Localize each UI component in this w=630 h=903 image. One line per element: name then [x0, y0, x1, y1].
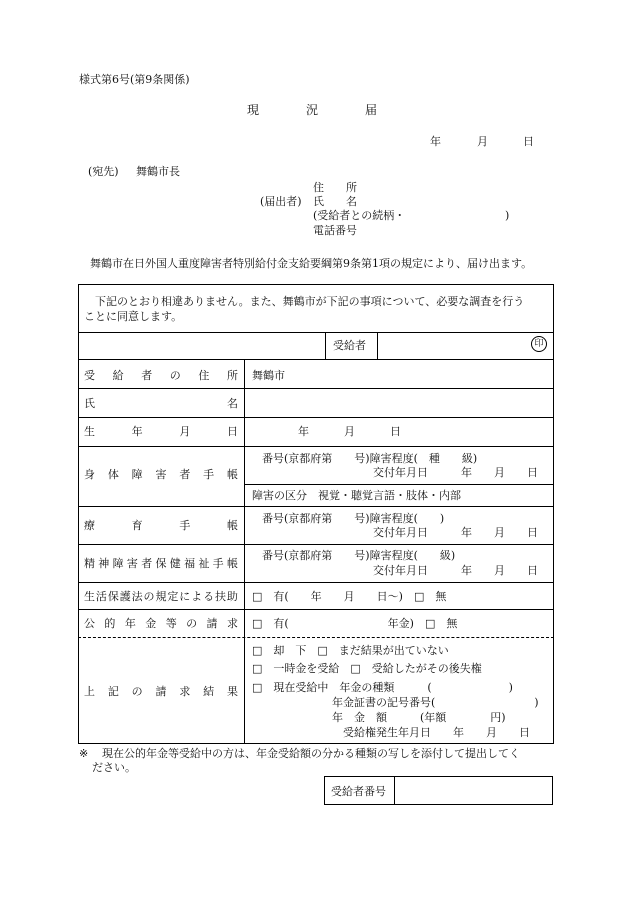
form-number: 様式第6号(第9条関係): [79, 73, 190, 86]
welfare-checkbox-line[interactable]: □ 有( 年 月 日〜) □ 無: [252, 590, 447, 603]
birth-row-label: [84, 426, 238, 437]
label-char: 請: [155, 685, 167, 698]
physical-number-line: 番号(京都府第 号)障害程度( 種 級): [262, 452, 478, 465]
label-char: 障: [112, 557, 124, 570]
rehab-number-line: 番号(京都府第 号)障害程度( ): [262, 512, 445, 525]
applicant-relation-close: ): [505, 209, 510, 222]
label-char: 記: [107, 685, 119, 698]
date-month: 月: [477, 135, 488, 148]
consent-line-2: ことに同意します。: [84, 310, 183, 323]
seal-mark: 印: [531, 336, 547, 352]
label-char: 手: [179, 519, 191, 532]
applicant-address-label: 住 所: [313, 181, 357, 194]
physical-issue-date: 交付年月日 年 月 日: [373, 466, 538, 479]
recipient-label: 受給者: [333, 339, 366, 352]
label-char: 月: [179, 425, 191, 438]
label-char: の: [186, 617, 198, 630]
label-char: 果: [226, 685, 238, 698]
label-char: 保: [155, 557, 167, 570]
label-char: 手: [203, 468, 215, 481]
label-char: 者: [179, 468, 191, 481]
statement-text: 舞鶴市在日外国人重度障害者特別給付金支給要綱第9条第1項の規定により、届け出ます。: [90, 257, 533, 270]
label-char: 療: [84, 519, 95, 532]
birth-month: 月: [344, 425, 355, 438]
result-line-6: 受給権発生年月日 年 月 日: [343, 726, 530, 739]
form-title: [247, 104, 377, 116]
physical-handbook-label: [84, 469, 238, 480]
pension-checkbox-line[interactable]: □ 有( 年金) □ 無: [252, 617, 458, 630]
result-row-label: [84, 686, 238, 697]
applicant-relation-open: (受給者との続柄・: [313, 209, 406, 222]
result-line-3[interactable]: □ 現在受給中 年金の種類 ( ): [252, 681, 513, 694]
label-char: 結: [203, 685, 215, 698]
date-year: 年: [430, 135, 441, 148]
consent-line-1: 下記のとおり相違ありません。また、舞鶴市が下記の事項について、必要な調査を行う: [95, 295, 525, 308]
label-char: 等: [165, 617, 177, 630]
label-char: 保: [107, 590, 119, 603]
result-line-4: 年金証書の記号番号( ): [332, 696, 539, 709]
dashed-row-divider: [78, 637, 554, 638]
welfare-row-label: [84, 591, 238, 602]
label-char: 求: [179, 685, 191, 698]
footnote-line-2: ださい。: [92, 761, 136, 774]
label-char: 請: [206, 617, 218, 630]
birth-year: 年: [298, 425, 309, 438]
label-char: 健: [169, 557, 181, 570]
applicant-phone-label: 電話番号: [313, 224, 357, 237]
label-char: 日: [226, 425, 238, 438]
label-char: 者: [141, 557, 153, 570]
label-char: 障: [131, 468, 143, 481]
label-char: の: [143, 590, 155, 603]
mental-number-line: 番号(京都府第 号)障害程度( 級): [262, 549, 456, 562]
label-char: よ: [191, 590, 203, 603]
address-value: 舞鶴市: [252, 369, 285, 382]
title-char: 現: [247, 103, 260, 117]
row-divider: [78, 388, 554, 389]
label-char: 神: [98, 557, 110, 570]
label-char: 精: [84, 557, 95, 570]
label-char: 年: [131, 425, 143, 438]
label-char: 帳: [226, 519, 238, 532]
date-day: 日: [523, 135, 534, 148]
address-row-label: [84, 370, 238, 381]
label-char: の: [131, 685, 143, 698]
row-divider: [78, 506, 554, 507]
mental-issue-date: 交付年月日 年 月 日: [373, 564, 538, 577]
label-char: 福: [184, 557, 196, 570]
addressee-prefix: (宛先): [88, 165, 119, 178]
footnote-mark: ※: [79, 747, 89, 760]
label-char: 上: [84, 685, 95, 698]
title-char: 届: [364, 103, 377, 117]
label-char: 帳: [226, 468, 238, 481]
recipient-number-label: 受給者番号: [331, 785, 386, 798]
label-char: に: [179, 590, 191, 603]
recipient-label-divider-left: [325, 332, 326, 359]
label-char: 生: [84, 425, 95, 438]
label-char: 活: [95, 590, 107, 603]
label-char: 生: [84, 590, 95, 603]
rehab-handbook-label: [84, 520, 238, 531]
result-line-1[interactable]: □ 却 下 □ まだ結果が出ていない: [252, 644, 449, 657]
label-char: 法: [131, 590, 143, 603]
pension-row-label: [84, 618, 238, 629]
birth-day: 日: [390, 425, 401, 438]
label-char: 給: [112, 369, 124, 382]
addressee-name: 舞鶴市長: [136, 165, 180, 178]
label-char: 金: [145, 617, 157, 630]
label-char: 体: [107, 468, 119, 481]
label-char: の: [169, 369, 181, 382]
row-divider: [78, 417, 554, 418]
label-char: 定: [167, 590, 179, 603]
row-divider: [78, 446, 554, 447]
label-char: 扶: [214, 590, 226, 603]
physical-category-line: 障害の区分 視覚・聴覚言語・肢体・内部: [252, 489, 461, 502]
recipient-number-field[interactable]: [396, 778, 551, 803]
rehab-issue-date: 交付年月日 年 月 日: [373, 526, 538, 539]
name-row-label: [84, 398, 238, 409]
label-char: 名: [227, 397, 238, 410]
label-char: 育: [131, 519, 143, 532]
title-char: 況: [305, 103, 318, 117]
label-char: る: [203, 590, 215, 603]
label-char: 求: [226, 617, 238, 630]
footnote-line-1: 現在公的年金等受給中の方は、年金受給額の分かる種類の写しを添付して提出してく: [102, 747, 520, 760]
applicant-label: (届出者): [260, 195, 302, 208]
label-char: 規: [155, 590, 167, 603]
label-char: 所: [226, 369, 238, 382]
row-divider: [78, 582, 554, 583]
row-divider: [78, 544, 554, 545]
label-char: 身: [84, 468, 95, 481]
row-divider: [244, 484, 554, 485]
row-divider: [78, 609, 554, 610]
row-divider: [78, 359, 554, 360]
label-char: 害: [155, 468, 167, 481]
label-char: 住: [198, 369, 210, 382]
mental-handbook-label: [84, 558, 238, 569]
result-line-5: 年 金 額 (年額 円): [332, 711, 506, 724]
label-char: 祉: [198, 557, 210, 570]
result-line-2[interactable]: □ 一時金を受給 □ 受給したがその後失権: [252, 662, 482, 675]
label-char: 氏: [84, 397, 95, 410]
applicant-name-label: 氏 名: [313, 195, 357, 208]
label-char: 害: [126, 557, 138, 570]
label-char: 手: [212, 557, 224, 570]
label-char: 帳: [226, 557, 238, 570]
label-char: 護: [119, 590, 131, 603]
label-char: 公: [84, 617, 95, 630]
recipient-label-divider-right: [377, 332, 378, 359]
label-char: 者: [141, 369, 153, 382]
recipient-number-divider: [394, 776, 395, 805]
label-char: 的: [104, 617, 116, 630]
label-char: 受: [84, 369, 95, 382]
label-char: 年: [124, 617, 136, 630]
row-divider: [78, 332, 554, 333]
label-char: 助: [226, 590, 238, 603]
